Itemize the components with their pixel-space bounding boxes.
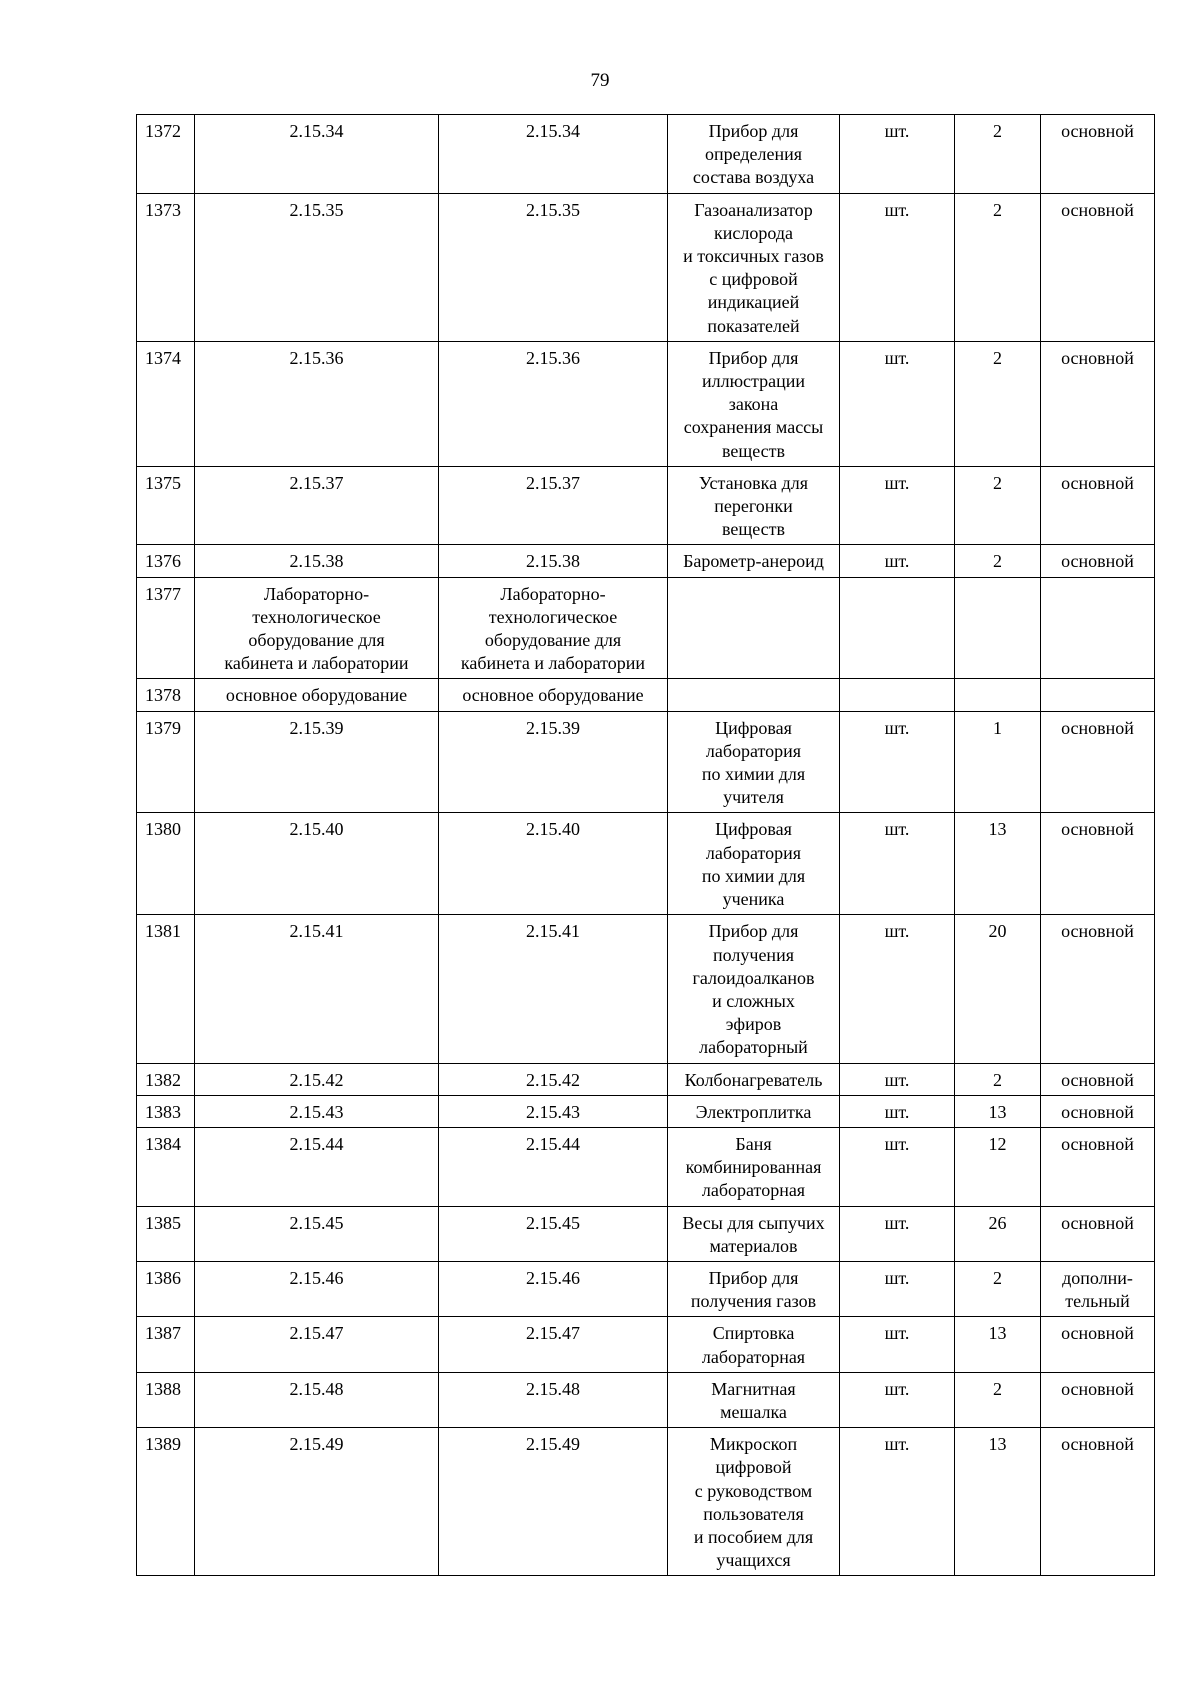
type-cell: основной <box>1041 341 1155 466</box>
row-number-cell: 1376 <box>137 545 195 577</box>
item-name-cell: Магнитная мешалка <box>668 1372 840 1427</box>
row-number-cell: 1380 <box>137 813 195 915</box>
quantity-cell: 12 <box>955 1127 1041 1206</box>
code-cell: основное оборудование <box>195 679 439 711</box>
code-cell: 2.15.35 <box>195 193 439 341</box>
unit-cell: шт. <box>840 1372 955 1427</box>
row-number-cell: 1375 <box>137 466 195 545</box>
row-number-cell: 1384 <box>137 1127 195 1206</box>
unit-cell: шт. <box>840 1063 955 1095</box>
quantity-cell: 13 <box>955 1317 1041 1372</box>
row-number-cell: 1374 <box>137 341 195 466</box>
quantity-cell: 2 <box>955 341 1041 466</box>
item-name-cell: Прибор для получения галоидоалканов и сложных эфиров лабораторный <box>668 915 840 1063</box>
code-cell: 2.15.34 <box>195 115 439 194</box>
quantity-cell: 13 <box>955 1428 1041 1576</box>
unit-cell: шт. <box>840 193 955 341</box>
code-cell: 2.15.36 <box>195 341 439 466</box>
table-row <box>137 1206 1155 1261</box>
unit-cell: шт. <box>840 1127 955 1206</box>
unit-cell: шт. <box>840 1206 955 1261</box>
code-cell: 2.15.47 <box>439 1317 668 1372</box>
code-cell: 2.15.37 <box>195 466 439 545</box>
table-row <box>137 115 1155 194</box>
quantity-cell: 2 <box>955 1372 1041 1427</box>
code-cell: 2.15.35 <box>439 193 668 341</box>
code-cell: 2.15.48 <box>439 1372 668 1427</box>
code-cell: 2.15.43 <box>195 1095 439 1127</box>
table-row <box>137 193 1155 341</box>
code-cell: 2.15.39 <box>195 711 439 813</box>
row-number-cell: 1377 <box>137 577 195 679</box>
type-cell: основной <box>1041 1095 1155 1127</box>
type-cell: основной <box>1041 1206 1155 1261</box>
unit-cell: шт. <box>840 341 955 466</box>
code-cell: 2.15.38 <box>195 545 439 577</box>
unit-cell: шт. <box>840 1317 955 1372</box>
row-number-cell: 1372 <box>137 115 195 194</box>
unit-cell: шт. <box>840 711 955 813</box>
code-cell: 2.15.40 <box>195 813 439 915</box>
code-cell: 2.15.49 <box>439 1428 668 1576</box>
table-row <box>137 1261 1155 1316</box>
item-name-cell: Спиртовка лабораторная <box>668 1317 840 1372</box>
item-name-cell: Прибор для иллюстрации закона сохранения массы веществ <box>668 341 840 466</box>
type-cell: основной <box>1041 115 1155 194</box>
row-number-cell: 1379 <box>137 711 195 813</box>
code-cell: 2.15.43 <box>439 1095 668 1127</box>
quantity-cell: 2 <box>955 1063 1041 1095</box>
row-number-cell: 1387 <box>137 1317 195 1372</box>
code-cell: 2.15.41 <box>439 915 668 1063</box>
quantity-cell: 2 <box>955 545 1041 577</box>
unit-cell <box>840 679 955 711</box>
type-cell: основной <box>1041 711 1155 813</box>
type-cell: основной <box>1041 1063 1155 1095</box>
quantity-cell <box>955 679 1041 711</box>
item-name-cell: Прибор для получения газов <box>668 1261 840 1316</box>
quantity-cell: 20 <box>955 915 1041 1063</box>
table-row <box>137 813 1155 915</box>
type-cell: основной <box>1041 813 1155 915</box>
row-number-cell: 1389 <box>137 1428 195 1576</box>
code-cell: 2.15.45 <box>439 1206 668 1261</box>
quantity-cell: 26 <box>955 1206 1041 1261</box>
table-row <box>137 466 1155 545</box>
item-name-cell: Прибор для определения состава воздуха <box>668 115 840 194</box>
type-cell: основной <box>1041 545 1155 577</box>
code-cell: 2.15.49 <box>195 1428 439 1576</box>
table-row <box>137 1127 1155 1206</box>
code-cell: 2.15.46 <box>439 1261 668 1316</box>
type-cell <box>1041 577 1155 679</box>
type-cell: основной <box>1041 466 1155 545</box>
unit-cell: шт. <box>840 915 955 1063</box>
code-cell: 2.15.47 <box>195 1317 439 1372</box>
code-cell: 2.15.44 <box>195 1127 439 1206</box>
item-name-cell: Микроскоп цифровой с руководством пользователя и пособием для учащихся <box>668 1428 840 1576</box>
code-cell: 2.15.42 <box>439 1063 668 1095</box>
type-cell: дополни- тельный <box>1041 1261 1155 1316</box>
table-row <box>137 577 1155 679</box>
code-cell: 2.15.36 <box>439 341 668 466</box>
unit-cell <box>840 577 955 679</box>
item-name-cell: Установка для перегонки веществ <box>668 466 840 545</box>
quantity-cell: 13 <box>955 813 1041 915</box>
code-cell: 2.15.34 <box>439 115 668 194</box>
quantity-cell: 2 <box>955 193 1041 341</box>
quantity-cell: 1 <box>955 711 1041 813</box>
code-cell: 2.15.39 <box>439 711 668 813</box>
row-number-cell: 1383 <box>137 1095 195 1127</box>
table-row <box>137 1372 1155 1427</box>
code-cell: 2.15.44 <box>439 1127 668 1206</box>
code-cell: 2.15.45 <box>195 1206 439 1261</box>
unit-cell: шт. <box>840 813 955 915</box>
item-name-cell: Цифровая лаборатория по химии для учителя <box>668 711 840 813</box>
table-row <box>137 711 1155 813</box>
quantity-cell: 2 <box>955 115 1041 194</box>
table-row <box>137 1428 1155 1576</box>
item-name-cell <box>668 577 840 679</box>
code-cell: 2.15.42 <box>195 1063 439 1095</box>
item-name-cell: Электроплитка <box>668 1095 840 1127</box>
row-number-cell: 1378 <box>137 679 195 711</box>
quantity-cell: 2 <box>955 1261 1041 1316</box>
table-row <box>137 679 1155 711</box>
table-row <box>137 1317 1155 1372</box>
quantity-cell: 13 <box>955 1095 1041 1127</box>
type-cell: основной <box>1041 915 1155 1063</box>
code-cell: 2.15.38 <box>439 545 668 577</box>
unit-cell: шт. <box>840 1428 955 1576</box>
unit-cell: шт. <box>840 545 955 577</box>
code-cell: 2.15.40 <box>439 813 668 915</box>
row-number-cell: 1382 <box>137 1063 195 1095</box>
table-row <box>137 915 1155 1063</box>
quantity-cell <box>955 577 1041 679</box>
item-name-cell: Баня комбинированная лабораторная <box>668 1127 840 1206</box>
type-cell: основной <box>1041 1317 1155 1372</box>
code-cell: 2.15.37 <box>439 466 668 545</box>
code-cell: 2.15.48 <box>195 1372 439 1427</box>
item-name-cell: Цифровая лаборатория по химии для ученика <box>668 813 840 915</box>
item-name-cell <box>668 679 840 711</box>
unit-cell: шт. <box>840 115 955 194</box>
type-cell: основной <box>1041 1127 1155 1206</box>
type-cell: основной <box>1041 193 1155 341</box>
equipment-table <box>136 114 1155 1576</box>
item-name-cell: Барометр-анероид <box>668 545 840 577</box>
quantity-cell: 2 <box>955 466 1041 545</box>
row-number-cell: 1388 <box>137 1372 195 1427</box>
row-number-cell: 1381 <box>137 915 195 1063</box>
table-row <box>137 341 1155 466</box>
type-cell: основной <box>1041 1372 1155 1427</box>
row-number-cell: 1373 <box>137 193 195 341</box>
type-cell: основной <box>1041 1428 1155 1576</box>
type-cell <box>1041 679 1155 711</box>
code-cell: 2.15.46 <box>195 1261 439 1316</box>
unit-cell: шт. <box>840 466 955 545</box>
table-row <box>137 545 1155 577</box>
item-name-cell: Колбонагреватель <box>668 1063 840 1095</box>
code-cell: основное оборудование <box>439 679 668 711</box>
code-cell: Лабораторно- технологическое оборудование для кабинета и лаборатории <box>195 577 439 679</box>
page-number: 79 <box>590 70 610 91</box>
row-number-cell: 1386 <box>137 1261 195 1316</box>
table-row <box>137 1095 1155 1127</box>
code-cell: 2.15.41 <box>195 915 439 1063</box>
unit-cell: шт. <box>840 1095 955 1127</box>
item-name-cell: Газоанализатор кислорода и токсичных газов с цифровой индикацией показателей <box>668 193 840 341</box>
code-cell: Лабораторно- технологическое оборудование для кабинета и лаборатории <box>439 577 668 679</box>
unit-cell: шт. <box>840 1261 955 1316</box>
item-name-cell: Весы для сыпучих материалов <box>668 1206 840 1261</box>
row-number-cell: 1385 <box>137 1206 195 1261</box>
table-body <box>137 115 1155 1576</box>
table-row <box>137 1063 1155 1095</box>
